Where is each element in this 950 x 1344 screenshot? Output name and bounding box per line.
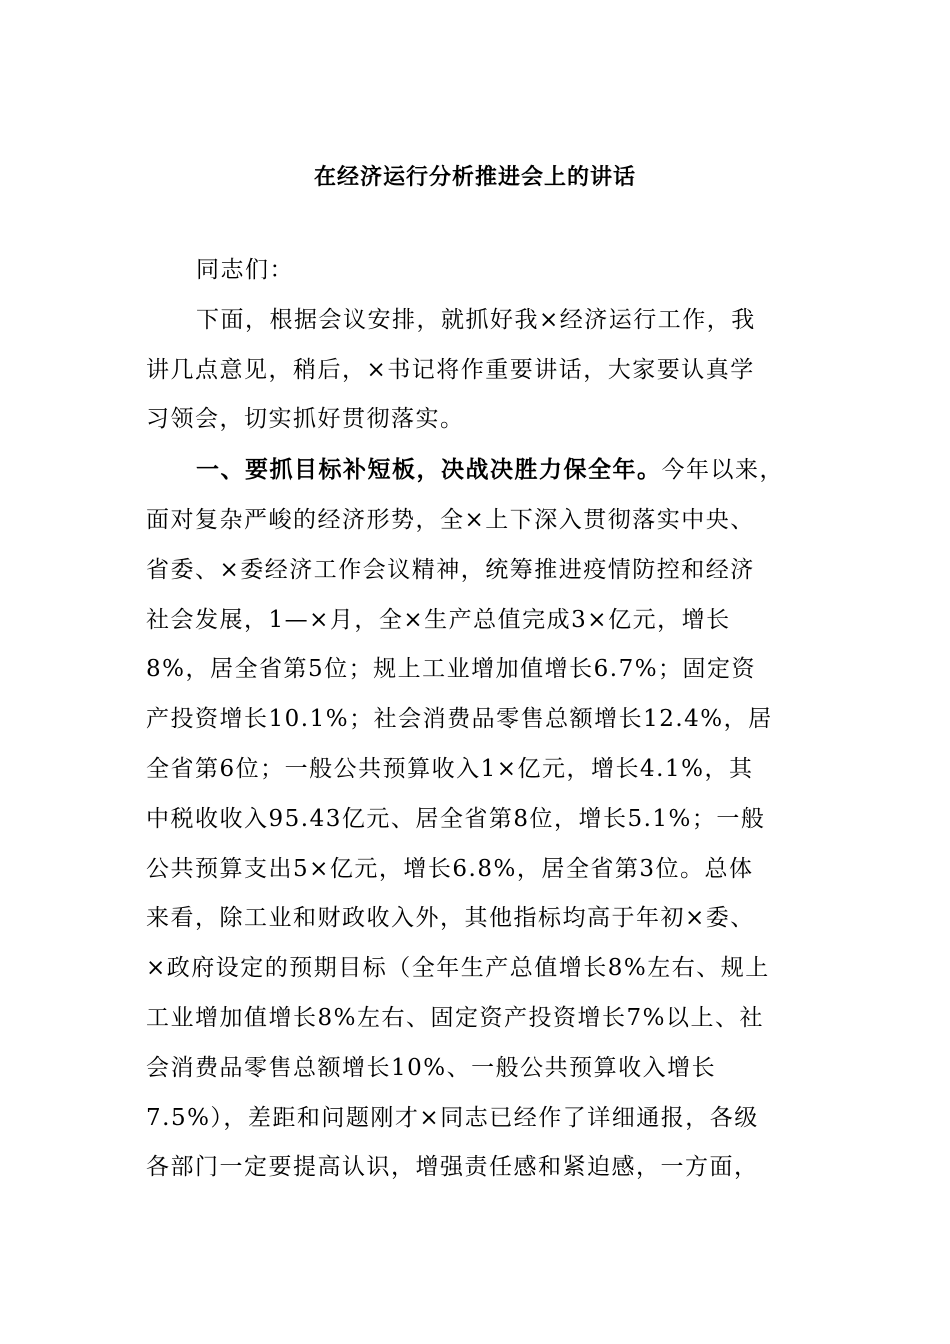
section-heading: 一、要抓目标补短板，决战决胜力保全年。 bbox=[196, 456, 662, 484]
paragraph-line: 讲几点意见，稍后，×书记将作重要讲话，大家要认真学 bbox=[146, 356, 755, 383]
paragraph-line: 中税收收入95.43亿元、居全省第8位，增长5.1%；一般 bbox=[146, 805, 766, 832]
section-heading-line bbox=[146, 445, 810, 496]
paragraph-line: 全省第6位；一般公共预算收入1×亿元，增长4.1%，其 bbox=[146, 755, 754, 782]
paragraph-line: 省委、×委经济工作会议精神，统筹推进疫情防控和经济 bbox=[146, 556, 755, 583]
document-title: 在经济运行分析推进会上的讲话 bbox=[313, 164, 636, 190]
paragraph-text: 今年以来， bbox=[661, 457, 784, 484]
paragraph-line: 面对复杂严峻的经济形势，全×上下深入贯彻落实中央、 bbox=[146, 506, 755, 533]
paragraph-line: 会消费品零售总额增长10%、一般公共预算收入增长 bbox=[146, 1054, 717, 1081]
paragraph-line: 7.5%），差距和问题刚才×同志已经作了详细通报，各级 bbox=[146, 1104, 759, 1131]
salutation: 同志们： bbox=[196, 257, 294, 283]
paragraph-line: 下面，根据会议安排，就抓好我×经济运行工作，我 bbox=[196, 306, 756, 333]
paragraph-line: ×政府设定的预期目标（全年生产总值增长8%左右、规上 bbox=[146, 955, 770, 982]
paragraph-line: 各部门一定要提高认识，增强责任感和紧迫感，一方面， bbox=[146, 1154, 759, 1181]
paragraph-line: 社会发展，1—×月，全×生产总值完成3×亿元，增长 bbox=[146, 606, 731, 633]
paragraph-line: 公共预算支出5×亿元，增长6.8%，居全省第3位。总体 bbox=[146, 855, 754, 882]
paragraph-line: 来看，除工业和财政收入外，其他指标均高于年初×委、 bbox=[146, 905, 755, 932]
paragraph-line: 工业增加值增长8%左右、固定资产投资增长7%以上、社 bbox=[146, 1004, 764, 1031]
document-body bbox=[146, 246, 810, 1193]
paragraph-line: 产投资增长10.1%；社会消费品零售总额增长12.4%，居 bbox=[146, 706, 773, 733]
paragraph-line: 习领会，切实抓好贯彻落实。 bbox=[146, 406, 465, 433]
paragraph-line: 8%，居全省第5位；规上工业增加值增长6.7%；固定资 bbox=[146, 656, 757, 683]
